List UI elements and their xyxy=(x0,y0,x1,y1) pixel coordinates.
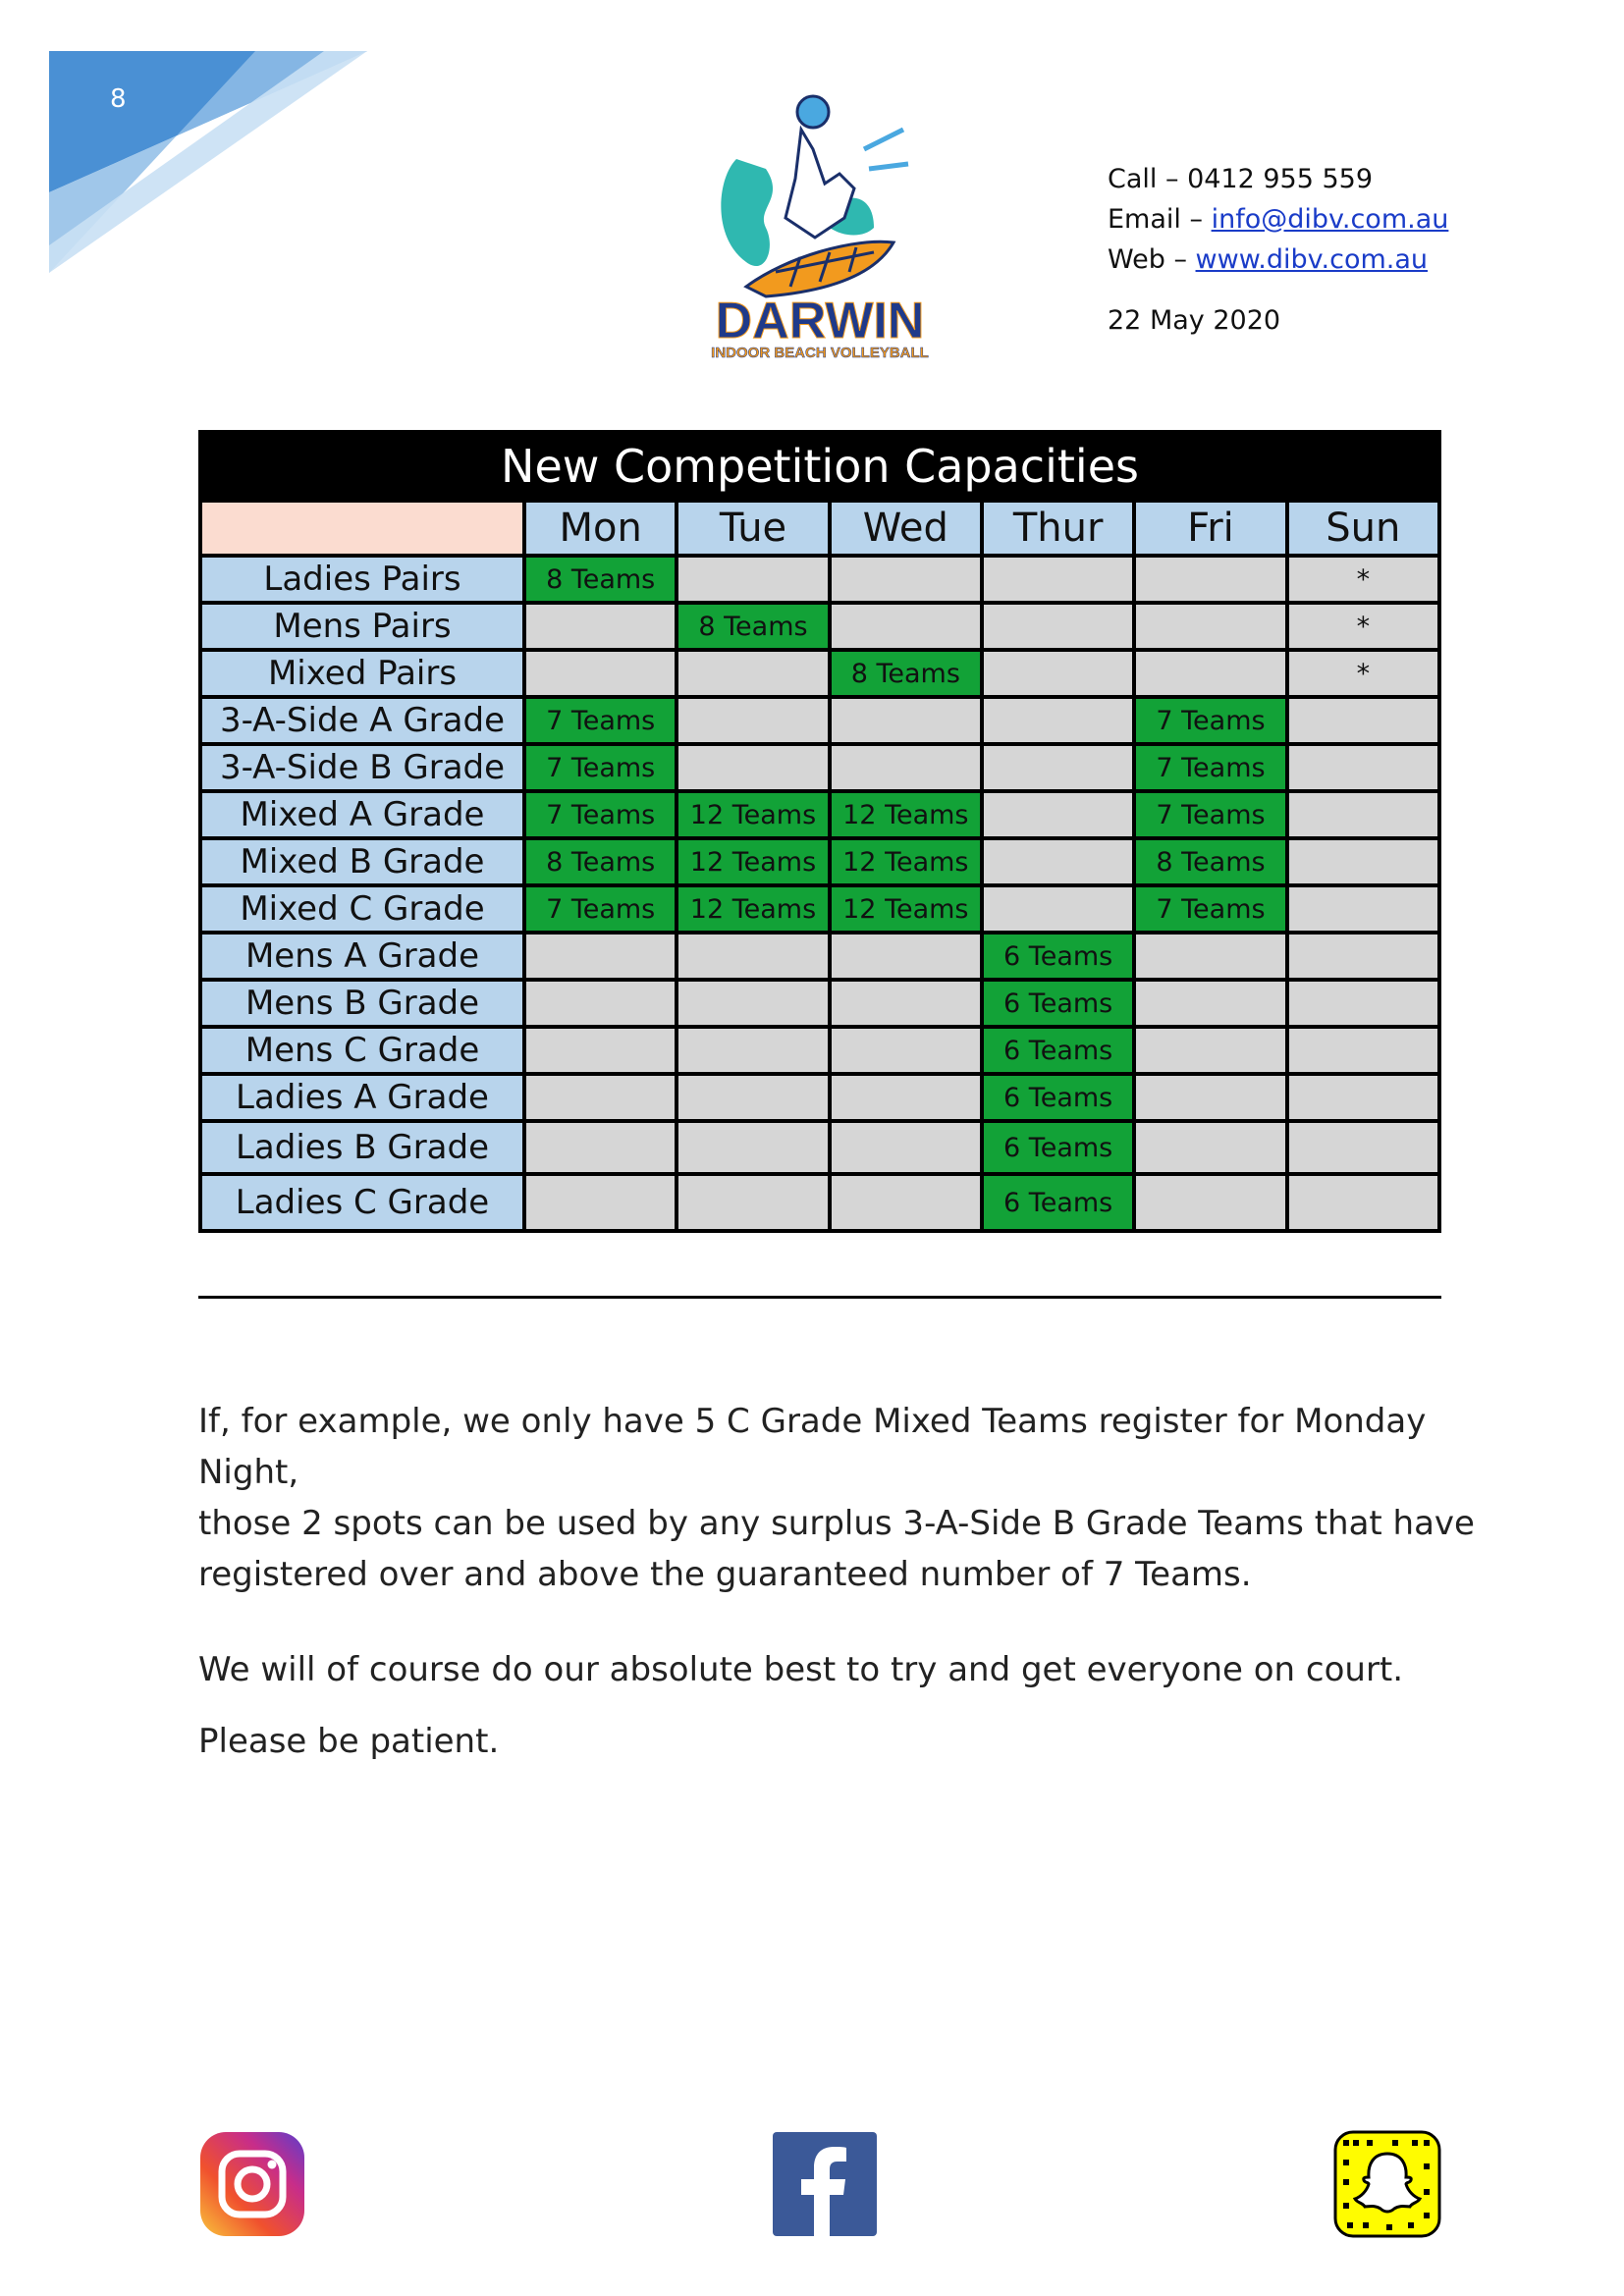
corner-decoration xyxy=(0,0,393,285)
capacity-cell: 6 Teams xyxy=(982,933,1134,980)
capacity-cell: 8 Teams xyxy=(524,556,677,603)
capacity-cell: 12 Teams xyxy=(677,838,829,885)
empty-cell xyxy=(524,1027,677,1074)
capacity-cell: 6 Teams xyxy=(982,1027,1134,1074)
empty-cell xyxy=(830,1174,982,1231)
capacity-cell: 8 Teams xyxy=(524,838,677,885)
empty-cell xyxy=(1134,1074,1286,1121)
day-header: Fri xyxy=(1134,501,1286,556)
table-row xyxy=(200,980,1439,1027)
empty-cell xyxy=(982,744,1134,791)
row-label: Mixed Pairs xyxy=(200,650,524,697)
row-label: Mens A Grade xyxy=(200,933,524,980)
best-effort-paragraph: We will of course do our absolute best to try and get everyone on court. xyxy=(198,1650,1404,1689)
row-label: Ladies B Grade xyxy=(200,1121,524,1174)
empty-cell xyxy=(1134,556,1286,603)
empty-cell xyxy=(982,838,1134,885)
empty-cell xyxy=(677,650,829,697)
instagram-icon[interactable] xyxy=(198,2130,306,2238)
capacity-cell: 8 Teams xyxy=(830,650,982,697)
empty-cell xyxy=(982,650,1134,697)
capacity-cell: 8 Teams xyxy=(1134,838,1286,885)
table-row xyxy=(200,744,1439,791)
row-label: Mixed C Grade xyxy=(200,885,524,933)
empty-cell xyxy=(830,1074,982,1121)
empty-cell xyxy=(1134,1121,1286,1174)
capacity-cell: 12 Teams xyxy=(830,838,982,885)
logo-subtitle: INDOOR BEACH VOLLEYBALL xyxy=(711,345,929,361)
empty-cell xyxy=(677,1074,829,1121)
empty-cell xyxy=(1287,697,1439,744)
capacity-cell: 12 Teams xyxy=(677,885,829,933)
table-underline xyxy=(198,1296,1441,1299)
empty-cell xyxy=(524,1074,677,1121)
table-title: New Competition Capacities xyxy=(200,432,1439,501)
empty-cell xyxy=(830,933,982,980)
empty-cell xyxy=(524,1174,677,1231)
day-header: Sun xyxy=(1287,501,1439,556)
empty-cell xyxy=(1134,603,1286,650)
empty-cell xyxy=(982,697,1134,744)
empty-cell xyxy=(830,744,982,791)
corner-cell xyxy=(200,501,524,556)
row-label: Mens C Grade xyxy=(200,1027,524,1074)
empty-cell xyxy=(524,1121,677,1174)
empty-cell xyxy=(1134,650,1286,697)
empty-cell xyxy=(1287,1174,1439,1231)
table-row xyxy=(200,650,1439,697)
empty-cell xyxy=(524,650,677,697)
capacity-cell: 7 Teams xyxy=(524,744,677,791)
contact-call: Call – 0412 955 559 xyxy=(1108,164,1374,194)
empty-cell xyxy=(677,556,829,603)
empty-cell xyxy=(1287,1027,1439,1074)
empty-cell xyxy=(524,603,677,650)
empty-cell xyxy=(677,1174,829,1231)
example-paragraph: If, for example, we only have 5 C Grade Mixed Teams register for Monday Night, those 2 spots can be used by any surplus 3-A-Side B Grade Teams that have registered over and above the guaranteed number of 7 Teams. xyxy=(198,1402,1475,1594)
capacity-table xyxy=(198,430,1441,1233)
capacity-cell: 6 Teams xyxy=(982,980,1134,1027)
empty-cell xyxy=(1287,1074,1439,1121)
empty-cell xyxy=(1287,791,1439,838)
row-label: Mens B Grade xyxy=(200,980,524,1027)
empty-cell xyxy=(524,933,677,980)
empty-cell xyxy=(677,1121,829,1174)
capacity-cell: 6 Teams xyxy=(982,1074,1134,1121)
empty-cell xyxy=(982,556,1134,603)
capacity-cell: 12 Teams xyxy=(830,791,982,838)
table-row xyxy=(200,838,1439,885)
empty-cell xyxy=(677,744,829,791)
table-row xyxy=(200,1074,1439,1121)
row-label: Ladies C Grade xyxy=(200,1174,524,1231)
row-label: Ladies A Grade xyxy=(200,1074,524,1121)
capacity-cell: 7 Teams xyxy=(1134,697,1286,744)
empty-cell xyxy=(1287,1121,1439,1174)
empty-cell xyxy=(830,1027,982,1074)
day-header: Wed xyxy=(830,501,982,556)
empty-cell xyxy=(677,697,829,744)
row-label: 3-A-Side A Grade xyxy=(200,697,524,744)
empty-cell xyxy=(982,885,1134,933)
empty-cell xyxy=(1134,1027,1286,1074)
logo-name: DARWIN xyxy=(715,293,925,349)
table-row xyxy=(200,1174,1439,1231)
empty-cell xyxy=(1287,885,1439,933)
day-header: Tue xyxy=(677,501,829,556)
capacity-cell: 7 Teams xyxy=(1134,744,1286,791)
table-row xyxy=(200,1027,1439,1074)
day-header: Thur xyxy=(982,501,1134,556)
empty-cell xyxy=(1287,933,1439,980)
table-row xyxy=(200,603,1439,650)
document-date: 22 May 2020 xyxy=(1108,305,1281,336)
capacity-cell: 7 Teams xyxy=(1134,791,1286,838)
empty-cell xyxy=(1134,1174,1286,1231)
empty-cell: * xyxy=(1287,556,1439,603)
empty-cell xyxy=(677,980,829,1027)
contact-web: Web – www.dibv.com.au xyxy=(1108,244,1429,275)
capacity-cell: 6 Teams xyxy=(982,1121,1134,1174)
capacity-cell: 7 Teams xyxy=(524,885,677,933)
contact-block xyxy=(1108,159,1448,341)
empty-cell xyxy=(1287,838,1439,885)
email-link[interactable]: info@dibv.com.au xyxy=(1211,204,1449,235)
empty-cell: * xyxy=(1287,650,1439,697)
capacity-cell: 6 Teams xyxy=(982,1174,1134,1231)
table-row xyxy=(200,556,1439,603)
empty-cell xyxy=(830,603,982,650)
capacity-cell: 12 Teams xyxy=(677,791,829,838)
empty-cell xyxy=(1134,980,1286,1027)
table-row xyxy=(200,933,1439,980)
empty-cell xyxy=(830,1121,982,1174)
capacity-cell: 7 Teams xyxy=(1134,885,1286,933)
empty-cell xyxy=(830,556,982,603)
empty-cell xyxy=(982,603,1134,650)
capacity-cell: 7 Teams xyxy=(524,697,677,744)
empty-cell: * xyxy=(1287,603,1439,650)
dibv-logo xyxy=(707,90,933,365)
empty-cell xyxy=(1134,933,1286,980)
row-label: Mens Pairs xyxy=(200,603,524,650)
capacity-cell: 7 Teams xyxy=(524,791,677,838)
capacity-cell: 8 Teams xyxy=(677,603,829,650)
empty-cell xyxy=(830,980,982,1027)
table-row xyxy=(200,885,1439,933)
row-label: 3-A-Side B Grade xyxy=(200,744,524,791)
table-row xyxy=(200,791,1439,838)
empty-cell xyxy=(677,933,829,980)
empty-cell xyxy=(830,697,982,744)
empty-cell xyxy=(1287,744,1439,791)
table-row xyxy=(200,1121,1439,1174)
empty-cell xyxy=(982,791,1134,838)
row-label: Ladies Pairs xyxy=(200,556,524,603)
phone-number: 0412 955 559 xyxy=(1187,164,1374,194)
page-number: 8 xyxy=(110,84,127,114)
row-label: Mixed B Grade xyxy=(200,838,524,885)
facebook-icon[interactable] xyxy=(771,2130,879,2238)
contact-email: Email – info@dibv.com.au xyxy=(1108,204,1449,235)
snapchat-icon[interactable] xyxy=(1333,2130,1441,2238)
row-label: Mixed A Grade xyxy=(200,791,524,838)
table-row xyxy=(200,697,1439,744)
web-link[interactable]: www.dibv.com.au xyxy=(1195,244,1429,275)
empty-cell xyxy=(524,980,677,1027)
day-header: Mon xyxy=(524,501,677,556)
day-header-row xyxy=(200,501,1439,556)
empty-cell xyxy=(677,1027,829,1074)
empty-cell xyxy=(1287,980,1439,1027)
patience-paragraph: Please be patient. xyxy=(198,1722,500,1761)
capacity-cell: 12 Teams xyxy=(830,885,982,933)
